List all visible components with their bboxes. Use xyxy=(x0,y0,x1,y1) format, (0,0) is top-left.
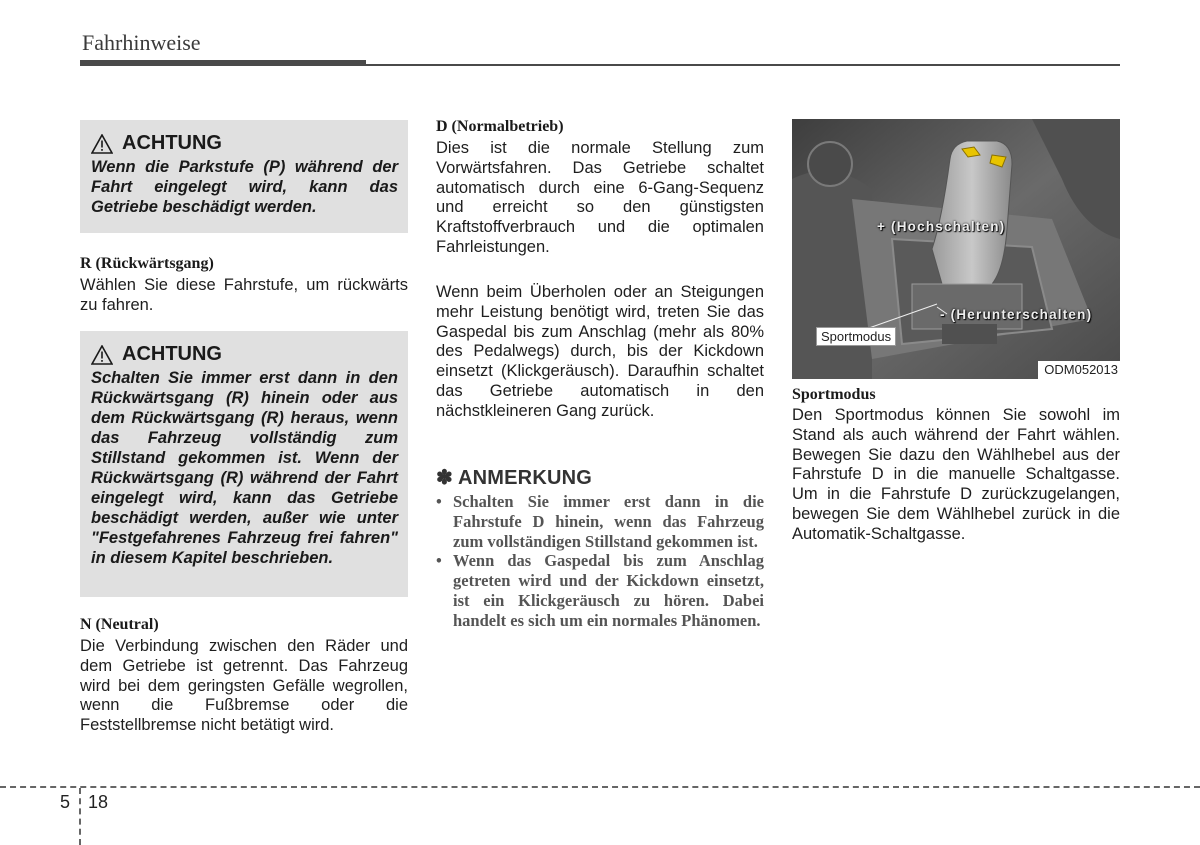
header-rule xyxy=(80,60,366,66)
note-item xyxy=(436,492,764,551)
figure-code: ODM052013 xyxy=(1038,361,1120,379)
note-symbol-icon: ✽ xyxy=(436,467,453,489)
section-heading-n: N (Neutral) xyxy=(80,616,159,633)
figure-label-upshift: + (Hochschalten) xyxy=(877,219,1006,234)
warning-title-text: ACHTUNG xyxy=(122,343,222,365)
note-item-text: Wenn das Gaspedal bis zum Anschlag getreten wird und der Kickdown einsetzt, ist ein Klickgeräusch zu hören. Dabei handelt es sich um ein normales Phänomen. xyxy=(453,551,764,630)
figure-label-sport: Sportmodus xyxy=(816,327,896,346)
note-title xyxy=(436,465,592,490)
footer-rule xyxy=(0,786,1200,788)
note-title-text: ANMERKUNG xyxy=(457,467,593,489)
footer-divider xyxy=(79,788,81,845)
section-heading-r: R (Rückwärtsgang) xyxy=(80,255,214,272)
bullet-icon: • xyxy=(436,551,442,571)
note-item-text: Schalten Sie immer erst dann in die Fahrstufe D hinein, wenn das Fahrzeug zum vollständigen Stillstand gekommen ist. xyxy=(453,492,764,551)
warning-triangle-icon xyxy=(91,345,113,365)
chapter-number: 5 xyxy=(60,792,71,812)
section-text-d-2: Wenn beim Überholen oder an Steigungen mehr Leistung benötigt wird, treten Sie das Gaspedal bis zum Anschlag (mehr als 80% des Pedalwegs) durch, bis der Kickdown einsetzt (Klickgeräusch). Daraufhin schaltet das Getriebe automatisch in den nächstkleineren Gang zurück. xyxy=(436,283,764,420)
warning-title-text: ACHTUNG xyxy=(122,132,222,154)
page-number: 18 xyxy=(88,792,109,812)
figure-label-downshift: - (Herunterschalten) xyxy=(940,307,1093,322)
note-item xyxy=(436,551,764,630)
note-list xyxy=(436,492,764,631)
bullet-icon: • xyxy=(436,492,442,511)
warning-title xyxy=(91,343,398,366)
gear-shift-photo xyxy=(792,119,1120,379)
warning-title xyxy=(91,132,398,155)
section-text-n: Die Verbindung zwischen den Räder und dem Getriebe ist getrennt. Das Fahrzeug wird bei dem geringsten Gefälle wegrollen, wenn die Fußbremse oder die Feststellbremse nicht betätigt wird. xyxy=(80,637,408,735)
warning-text: Wenn die Parkstufe (P) während der Fahrt eingelegt wird, kann das Getriebe beschädigt werden. xyxy=(91,158,398,216)
warning-box-reverse xyxy=(80,331,408,597)
section-text-sport: Den Sportmodus können Sie sowohl im Stand als auch während der Fahrt wählen. Bewegen Sie dazu den Wählhebel aus der Fahrstufe D in die manuelle Schaltgasse. Um in die Fahrstufe D zurückzugelangen, bewegen Sie dem Wählhebel zurück in die Automatik-Schaltgasse. xyxy=(792,406,1120,543)
section-heading-sport: Sportmodus xyxy=(792,386,876,403)
header-rule-thin xyxy=(366,64,1120,66)
warning-text: Schalten Sie immer erst dann in den Rückwärtsgang (R) hinein oder aus dem Rückwärtsgang (R) heraus, wenn das Fahrzeug vollständig zum Stillstand gekommen ist. Wenn der Rückwärtsgang (R) während der Fahrt eingelegt wird, kann das Getriebe beschädigt werden, außer wie unter "Festgefahrenes Fahrzeug frei fahren" in diesem Kapitel beschrieben. xyxy=(91,369,398,567)
section-heading-d: D (Normalbetrieb) xyxy=(436,118,564,135)
warning-box-parking xyxy=(80,120,408,233)
warning-triangle-icon xyxy=(91,134,113,154)
section-text-d-1: Dies ist die normale Stellung zum Vorwärtsfahren. Das Getriebe schaltet automatisch durch eine 6-Gang-Sequenz und erreicht so den günstigsten Kraftstoffverbrauch und die optimalen Fahrleistungen. xyxy=(436,139,764,256)
page-header-title: Fahrhinweise xyxy=(82,30,201,55)
section-text-r: Wählen Sie diese Fahrstufe, um rückwärts zu fahren. xyxy=(80,276,408,314)
